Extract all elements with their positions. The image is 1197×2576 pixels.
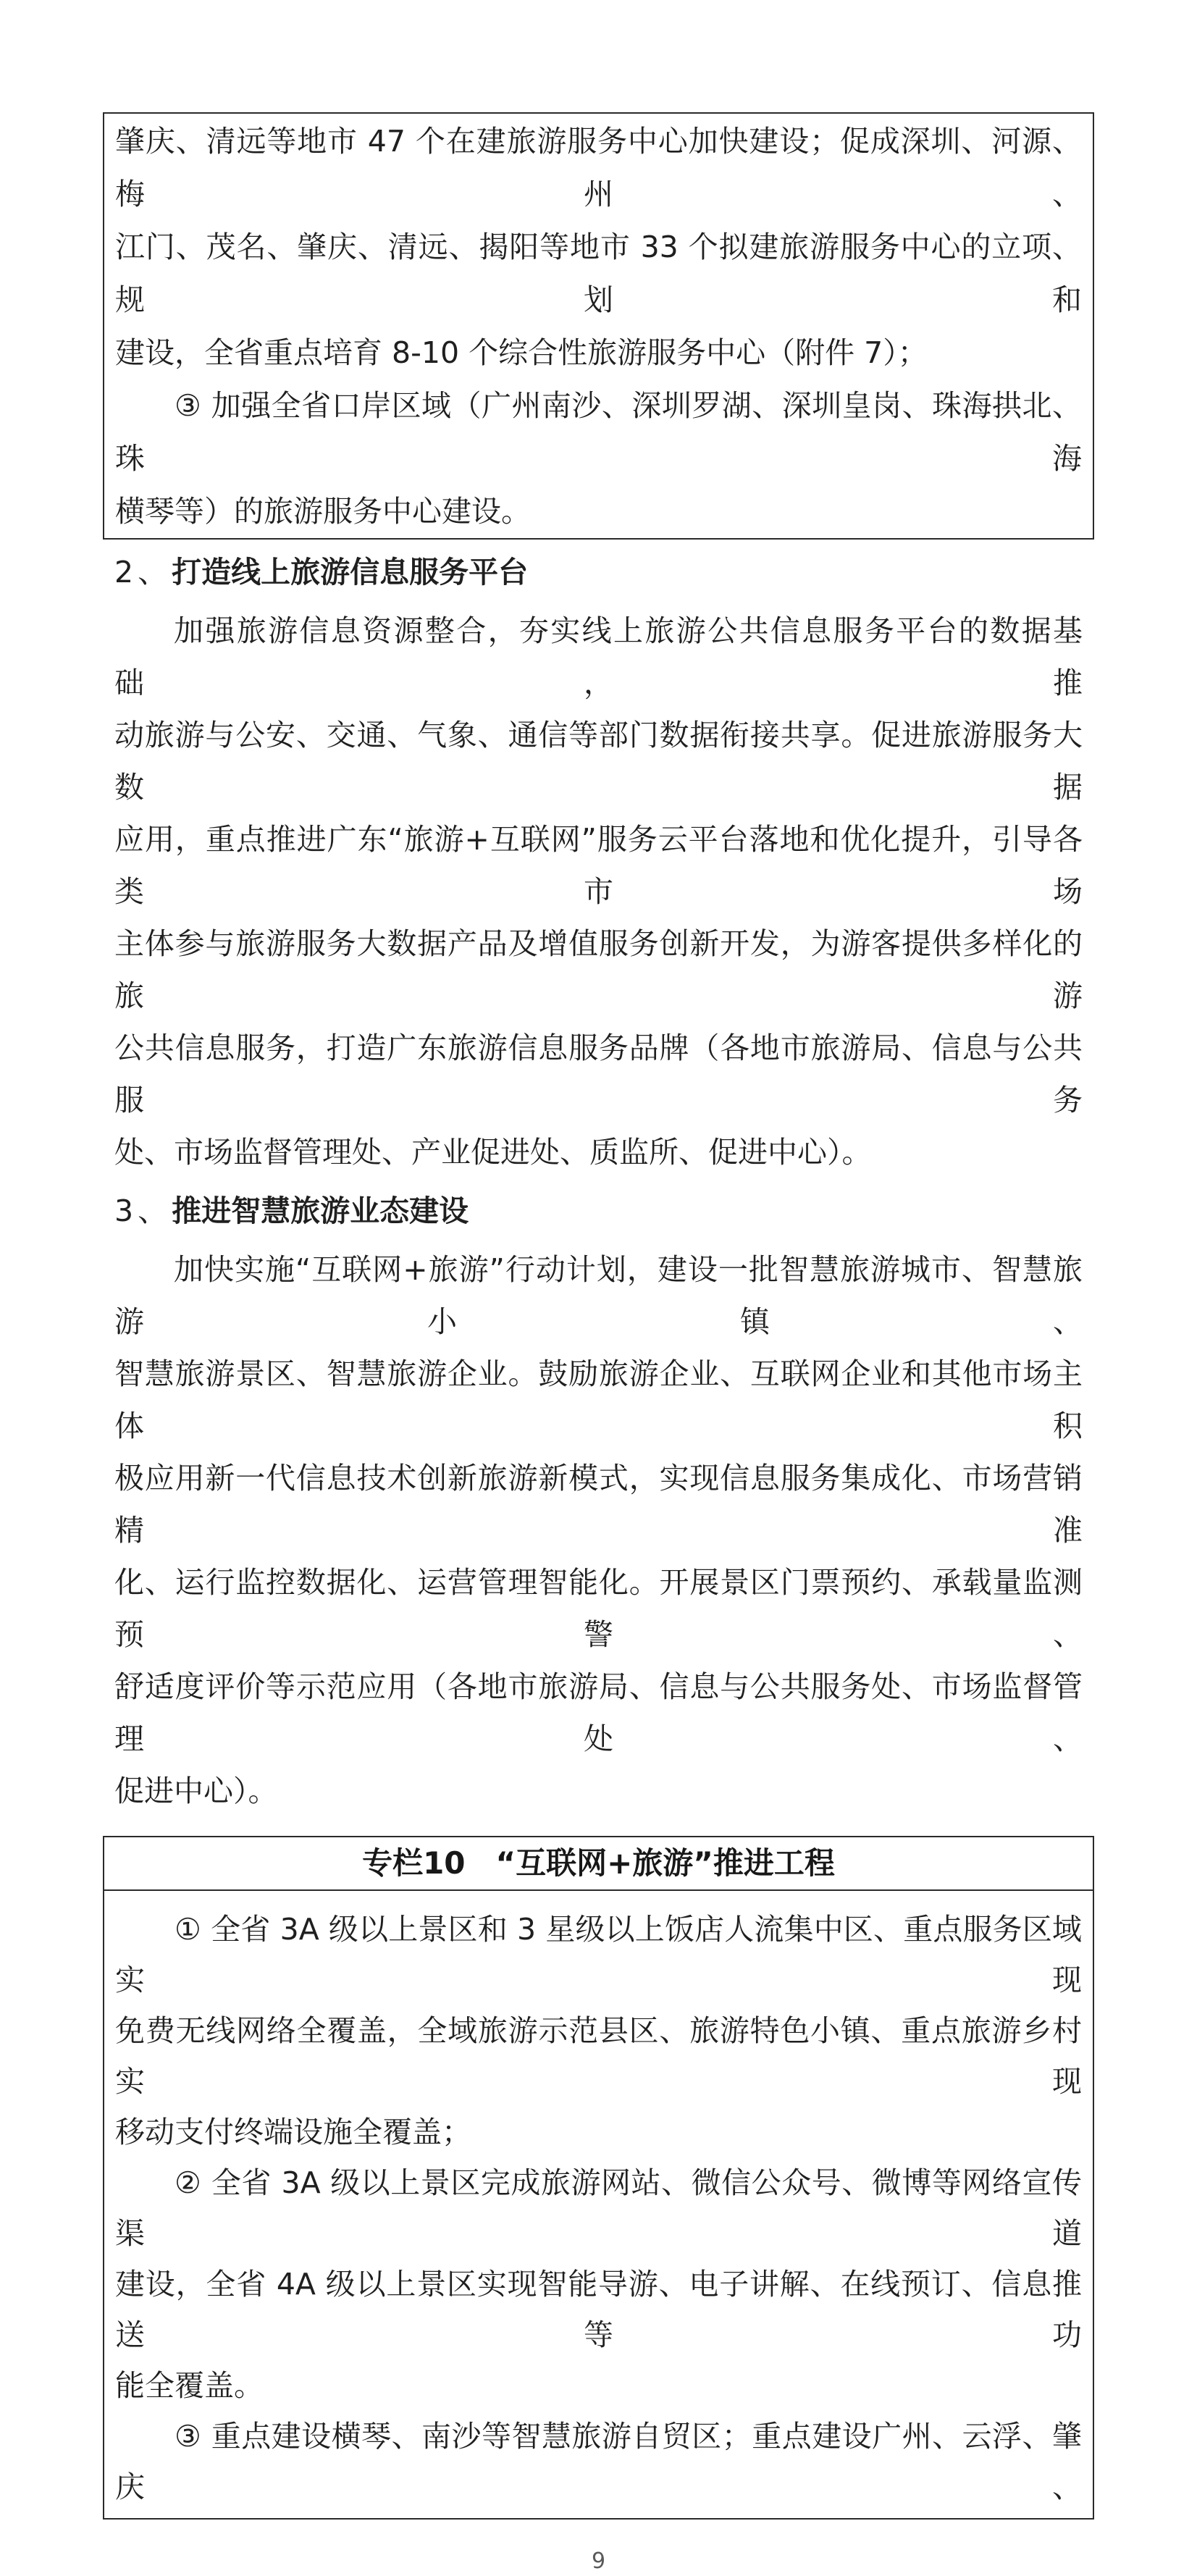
text-line: 促进中心）。 bbox=[114, 1774, 278, 1808]
text-line: 移动支付终端设施全覆盖； bbox=[115, 2115, 471, 2149]
text-line: 横琴等）的旅游服务中心建设。 bbox=[115, 494, 531, 529]
paragraph-section-3 bbox=[114, 1243, 1083, 1817]
section-heading-3 bbox=[114, 1194, 1083, 1228]
text-line: 极应用新一代信息技术创新旅游新模式，实现信息服务集成化、市场营销精准 bbox=[114, 1461, 1083, 1548]
column-10-body bbox=[104, 1891, 1093, 2518]
section-title: 打造线上旅游信息服务平台 bbox=[172, 555, 529, 590]
text-line: ③ 重点建设横琴、南沙等智慧旅游自贸区；重点建设广州、云浮、肇庆、 bbox=[115, 2419, 1082, 2504]
column-10-title: 专栏10 “互联网+旅游”推进工程 bbox=[104, 1837, 1093, 1891]
continued-text-box bbox=[103, 112, 1094, 540]
text-line: 江门、茂名、肇庆、清远、揭阳等地市 33 个拟建旅游服务中心的立项、规划和 bbox=[115, 230, 1082, 317]
page-number: 9 bbox=[591, 2548, 606, 2574]
page-content bbox=[103, 112, 1094, 2576]
text-line: 动旅游与公安、交通、气象、通信等部门数据衔接共享。促进旅游服务大数据 bbox=[114, 718, 1083, 805]
document-page bbox=[0, 112, 1197, 2574]
section-title: 推进智慧旅游业态建设 bbox=[172, 1193, 469, 1228]
paragraph-section-2 bbox=[114, 605, 1083, 1178]
text-line: 加快实施“互联网+旅游”行动计划，建设一批智慧旅游城市、智慧旅游小镇、 bbox=[114, 1252, 1083, 1339]
text-line: 建设，全省 4A 级以上景区实现智能导游、电子讲解、在线预订、信息推送等功 bbox=[115, 2267, 1082, 2352]
text-line: 智慧旅游景区、智慧旅游企业。鼓励旅游企业、互联网企业和其他市场主体积 bbox=[114, 1356, 1083, 1443]
section-number: 3、 bbox=[114, 1193, 172, 1228]
text-line: 免费无线网络全覆盖，全域旅游示范县区、旅游特色小镇、重点旅游乡村实现 bbox=[115, 2013, 1082, 2099]
text-line: 处、市场监督管理处、产业促进处、质监所、促进中心）。 bbox=[114, 1135, 872, 1170]
text-line: 应用，重点推进广东“旅游+互联网”服务云平台落地和优化提升，引导各类市场 bbox=[114, 822, 1083, 909]
text-line: 肇庆、清远等地市 47 个在建旅游服务中心加快建设；促成深圳、河源、梅州、 bbox=[115, 124, 1082, 211]
text-line: 舒适度评价等示范应用（各地市旅游局、信息与公共服务处、市场监督管理处、 bbox=[114, 1669, 1083, 1756]
text-line: 能全覆盖。 bbox=[115, 2368, 264, 2403]
text-line: 公共信息服务，打造广东旅游信息服务品牌（各地市旅游局、信息与公共服务 bbox=[114, 1031, 1083, 1117]
text-line: ② 全省 3A 级以上景区完成旅游网站、微信公众号、微博等网络宣传渠道 bbox=[115, 2165, 1082, 2251]
section-number: 2、 bbox=[114, 555, 172, 590]
column-10-box bbox=[103, 1836, 1094, 2520]
text-line: ① 全省 3A 级以上景区和 3 星级以上饭店人流集中区、重点服务区域实现 bbox=[115, 1912, 1082, 1997]
section-heading-2 bbox=[114, 555, 1083, 589]
text-line: 化、运行监控数据化、运营管理智能化。开展景区门票预约、承载量监测预警、 bbox=[114, 1565, 1083, 1652]
text-line: 建设，全省重点培育 8-10 个综合性旅游服务中心（附件 7）； bbox=[115, 335, 928, 370]
text-line: 主体参与旅游服务大数据产品及增值服务创新开发，为游客提供多样化的旅游 bbox=[114, 926, 1083, 1013]
text-line: 加强旅游信息资源整合，夯实线上旅游公共信息服务平台的数据基础，推 bbox=[114, 613, 1083, 700]
text-line: ③ 加强全省口岸区域（广州南沙、深圳罗湖、深圳皇岗、珠海拱北、珠海 bbox=[115, 388, 1082, 476]
